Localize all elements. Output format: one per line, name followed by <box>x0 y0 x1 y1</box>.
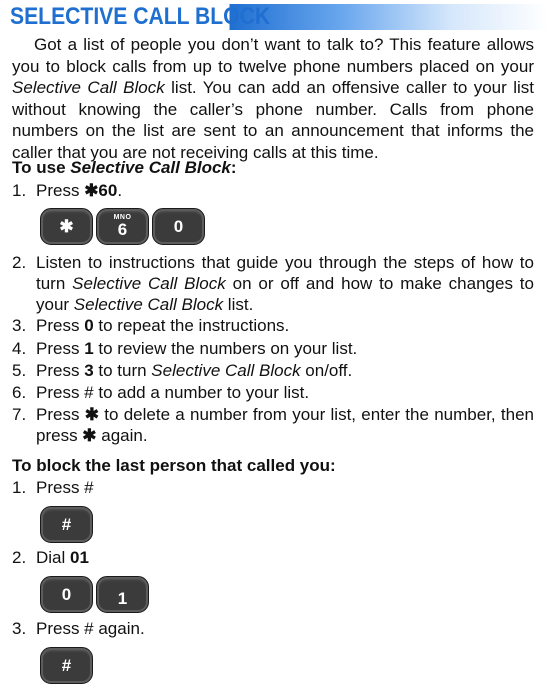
keypad-key-hash[interactable]: # <box>40 647 93 684</box>
use-step-1: 1. Press ✱60. <box>12 181 123 200</box>
intro-feature-name: Selective Call Block <box>12 78 165 97</box>
keypad-key-star[interactable]: ✱ <box>40 208 93 245</box>
block-last-caller-heading: To block the last person that called you: <box>12 456 336 475</box>
block-step-3: 3. Press # again. <box>12 619 145 638</box>
use-step-2: 2. Listen to instructions that guide you through the steps of how to turn Selective Call Block on or off and how to make changes to your Selective Call Block list. <box>12 253 534 314</box>
keypad-sequence-01 <box>40 576 149 613</box>
keypad-key-0[interactable]: 0 <box>152 208 205 245</box>
intro-paragraph <box>12 34 534 163</box>
use-step-7: 7. Press ✱ to delete a number from your list, enter the number, then press ✱ again. <box>12 405 534 445</box>
use-step-5: 5. Press 3 to turn Selective Call Block on/off. <box>12 361 353 380</box>
keypad-key-6[interactable]: MNO 6 <box>96 208 149 245</box>
section-title: SELECTIVE CALL BLOCK <box>10 3 271 30</box>
keypad-sequence-star-60 <box>40 208 205 245</box>
use-step-3: 3. Press 0 to repeat the instructions. <box>12 316 290 335</box>
intro-text-continued: list. You can add an offensive caller to your list without knowing the caller’s phone number. Calls from phone numbers on the list are sent to an announcement that informs the caller that you are not receiving calls at this time. <box>12 78 534 162</box>
keypad-key-hash[interactable]: # <box>40 506 93 543</box>
keypad-sequence-hash <box>40 506 93 543</box>
use-heading: To use Selective Call Block: <box>12 158 237 177</box>
use-step-6: 6. Press # to add a number to your list. <box>12 383 310 402</box>
block-step-1: 1. Press # <box>12 478 94 497</box>
block-step-2: 2. Dial 01 <box>12 548 89 567</box>
keypad-sequence-hash-again <box>40 647 93 684</box>
keypad-key-1[interactable]: 1 <box>96 576 149 613</box>
use-step-4: 4. Press 1 to review the numbers on your list. <box>12 339 358 358</box>
section-header-bar <box>8 4 548 30</box>
keypad-key-0[interactable]: 0 <box>40 576 93 613</box>
intro-text: Got a list of people you don’t want to talk to? This feature allows you to block calls from up to twelve phone numbers placed on your <box>12 35 534 76</box>
